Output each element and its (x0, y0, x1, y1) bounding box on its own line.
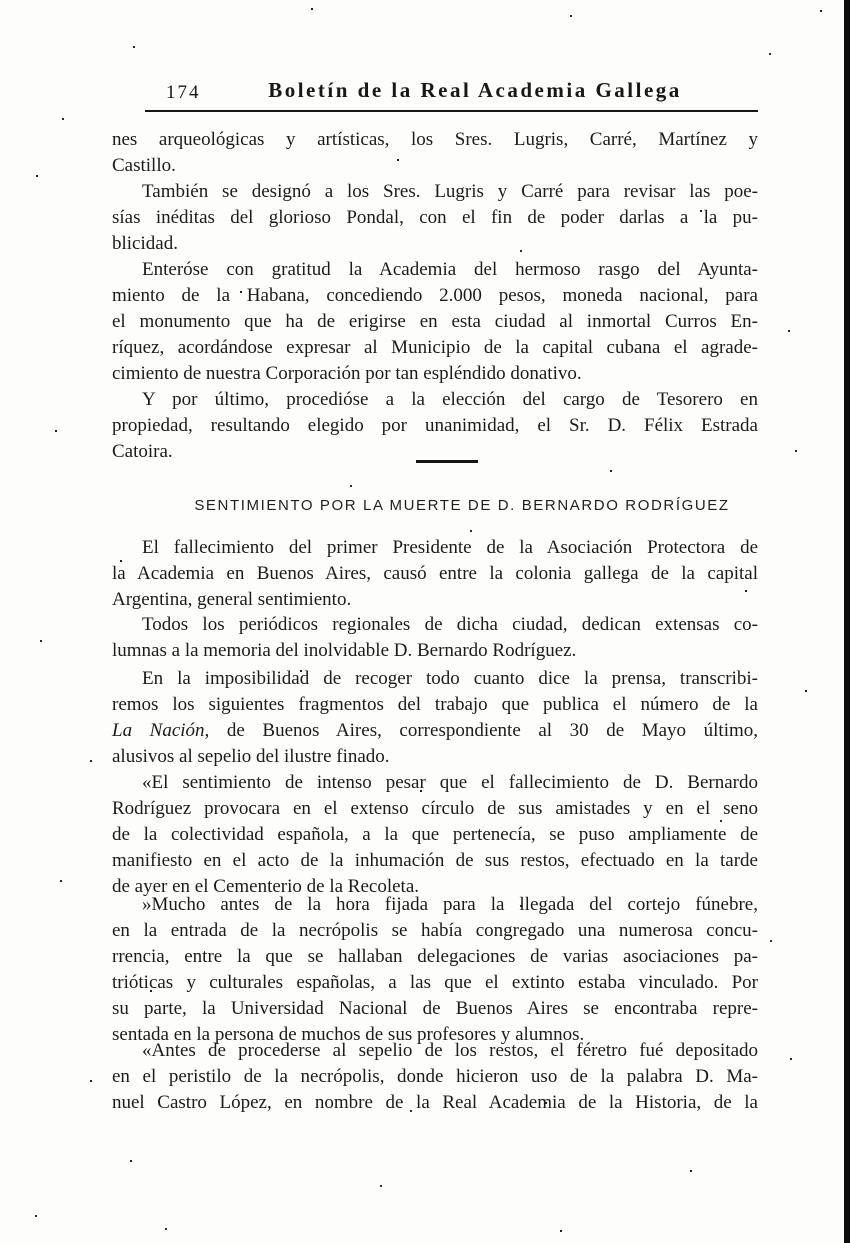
paragraph (112, 535, 758, 613)
header-rule (145, 110, 758, 112)
running-header-title: Boletín de la Real Academia Gallega (268, 78, 682, 102)
scan-edge-shadow (844, 0, 850, 1243)
text-line: lumnas a la memoria del inolvidable D. Bernardo Rodríguez. (112, 640, 577, 661)
text-line: sentada en la persona de muchos de sus profesores y alumnos. (112, 1024, 585, 1045)
paragraph (112, 387, 758, 465)
paragraph (112, 612, 758, 664)
text-line: sías inéditas del glorioso Pondal, con el fin de poder darlas a la pu- (112, 207, 758, 228)
text-line: la Academia en Buenos Aires, causó entre la colonia gallega de la capital (112, 563, 758, 584)
scan-noise (0, 0, 2, 2)
text-line: su parte, la Universidad Nacional de Buenos Aires se encontraba repre- (112, 998, 758, 1019)
text-line: blicidad. (112, 233, 178, 254)
text-line: Enteróse con gratitud la Academia del hermoso rasgo del Ayunta- (142, 259, 758, 280)
text-line: «Antes de procederse al sepelio de los restos, el féretro fué depositado (142, 1040, 758, 1061)
text-line: Todos los periódicos regionales de dicha ciudad, dedican extensas co- (142, 614, 758, 635)
paragraph (112, 666, 758, 770)
text-line: nes arqueológicas y artísticas, los Sres. Lugris, Carré, Martínez y (112, 129, 758, 150)
text-line: remos los siguientes fragmentos del trabajo que publica el número de la (112, 694, 758, 715)
text-line: »Mucho antes de la hora fijada para la llegada del cortejo fúnebre, (142, 894, 758, 915)
text-line: La Nación, de Buenos Aires, correspondiente al 30 de Mayo último, (112, 720, 759, 741)
text-line: Y por último, procedióse a la elección del cargo de Tesorero en (142, 389, 758, 410)
text-line: Catoira. (112, 441, 173, 462)
text-line: miento de la Habana, concediendo 2.000 pesos, moneda nacional, para (112, 285, 758, 306)
paragraph (112, 127, 758, 179)
text-line: trióticas y culturales españolas, a las que el extinto estaba vinculado. Por (112, 972, 758, 993)
paragraph (112, 892, 758, 1048)
text-line: en el peristilo de la necrópolis, donde hicieron uso de la palabra D. Ma- (112, 1066, 758, 1087)
paragraph (112, 770, 758, 900)
text-line: nuel Castro López, en nombre de la Real Academia de la Historia, de la (112, 1092, 758, 1113)
text-line: en la entrada de la necrópolis se había congregado una numerosa concu- (112, 920, 758, 941)
text-line: Castillo. (112, 155, 176, 176)
text-line: «El sentimiento de intenso pesar que el fallecimiento de D. Bernardo (142, 772, 758, 793)
text-line: Argentina, general sentimiento. (112, 589, 352, 610)
text-line: cimiento de nuestra Corporación por tan espléndido donativo. (112, 363, 582, 384)
text-line: de la colectividad española, a la que pertenecía, se puso ampliamente de (112, 824, 758, 845)
text-line: El fallecimiento del primer Presidente de la Asociación Protectora de (142, 537, 758, 558)
paragraph (112, 257, 758, 387)
text-line: alusivos al sepelio del ilustre finado. (112, 746, 390, 767)
section-divider (416, 460, 478, 463)
text-line: manifiesto en el acto de la inhumación de sus restos, efectuado en la tarde (112, 850, 758, 871)
text-line: ríquez, acordándose expresar al Municipio de la capital cubana el agrade- (112, 337, 758, 358)
text-line: También se designó a los Sres. Lugris y Carré para revisar las poe- (142, 181, 758, 202)
text-line: En la imposibilidad de recoger todo cuanto dice la prensa, transcribi- (142, 668, 758, 689)
text-line: de ayer en el Cementerio de la Recoleta. (112, 876, 420, 897)
section-heading: SENTIMIENTO POR LA MUERTE DE D. BERNARDO RODRÍGUEZ (194, 497, 730, 514)
paragraph (112, 179, 758, 257)
text-line: rrencia, entre la que se hallaban delegaciones de varias asociaciones pa- (112, 946, 758, 967)
paragraph (112, 1038, 758, 1116)
text-line: propiedad, resultando elegido por unanimidad, el Sr. D. Félix Estrada (112, 415, 758, 436)
text-line: el monumento que ha de erigirse en esta ciudad al inmortal Curros En- (112, 311, 758, 332)
page-number: 174 (166, 82, 201, 103)
text-line: Rodríguez provocara en el extenso círculo de sus amistades y en el seno (112, 798, 758, 819)
